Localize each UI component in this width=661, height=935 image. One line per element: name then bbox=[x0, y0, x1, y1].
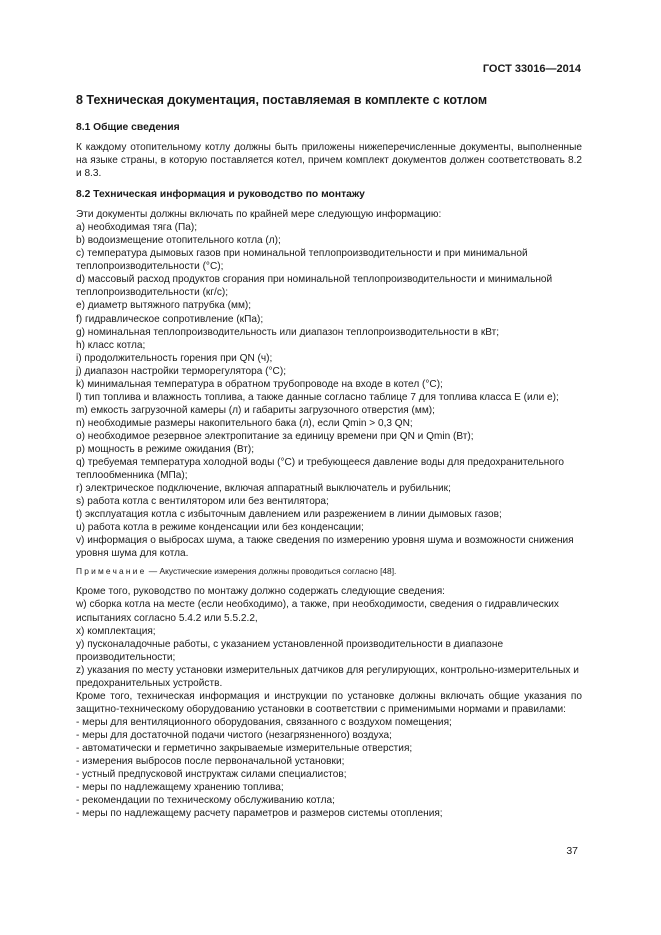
list-item: х) комплектация; bbox=[76, 625, 156, 637]
list-item: v) информация о выбросах шума, а также сведения по измерению уровня шума и возможности снижения уровня шума для котла. bbox=[76, 535, 574, 560]
list-item: е) диаметр вытяжного патрубка (мм); bbox=[76, 300, 252, 312]
list-item: l) тип топлива и влажность топлива, а также данные согласно таблице 7 для топлива класса Е (или е); bbox=[76, 391, 559, 403]
list-item: w) сборка котла на месте (если необходимо), а также, при необходимости, сведения о гидравлических испытаниях согласно 5.4.2 или 5.5.2.2, bbox=[76, 599, 559, 624]
list-item: b) водоизмещение отопительного котла (л); bbox=[76, 235, 281, 247]
list-item: r) электрическое подключение, включая аппаратный выключатель и рубильник; bbox=[76, 483, 451, 495]
list-item: - автоматически и герметично закрываемые измерительные отверстия; bbox=[76, 742, 413, 754]
info-list bbox=[76, 221, 582, 560]
list-item: - меры по надлежащему хранению топлива; bbox=[76, 782, 284, 794]
list-item: j) диапазон настройки терморегулятора (°С); bbox=[76, 365, 286, 377]
list-item: - рекомендации по техническому обслуживанию котла; bbox=[76, 795, 335, 807]
safety-list bbox=[76, 716, 582, 820]
list-item: у) пусконаладочные работы, с указанием установленной производительности в диапазоне производительности; bbox=[76, 638, 504, 663]
section-title: 8 Техническая документация, поставляемая в комплекте с котлом bbox=[76, 93, 488, 107]
note-label: Примечание bbox=[76, 566, 147, 577]
subsection-8-2-title: 8.2 Техническая информация и руководство по монтажу bbox=[76, 189, 365, 201]
general-text: Кроме того, техническая информация и инструкции по установке должны включать общие указания по защитно-техническому оборудованию установки в соответствии с применимыми нормами и правилами: bbox=[76, 690, 582, 715]
page-content bbox=[76, 92, 582, 820]
list-item: - меры для вентиляционного оборудования, связанного с воздухом помещения; bbox=[76, 716, 452, 728]
list-item: t) эксплуатация котла с избыточным давлением или разрежением в линии дымовых газов; bbox=[76, 509, 502, 521]
list-item: z) указания по месту установки измерительных датчиков для регулирующих, контрольно-измерительных и предохранительных устройств. bbox=[76, 664, 579, 689]
list-item: i) продолжительность горения при QN (ч); bbox=[76, 352, 273, 364]
list-item: s) работа котла с вентилятором или без вентилятора; bbox=[76, 496, 329, 508]
note bbox=[76, 565, 582, 577]
list-item: а) необходимая тяга (Па); bbox=[76, 222, 198, 234]
list-item: n) необходимые размеры накопительного бака (л), если Qmin > 0,3 QN; bbox=[76, 417, 413, 429]
note-text: — Акустические измерения должны проводиться согласно [48]. bbox=[146, 566, 397, 577]
subsection-8-1-text: К каждому отопительному котлу должны быть приложены нижеперечисленные документы, выполненные на языке страны, в которую поставляется котел, причем комплект документов должен соответствовать 8.2 и 8.3. bbox=[76, 142, 582, 180]
subsection-8-2-intro: Эти документы должны включать по крайней мере следующую информацию: bbox=[76, 209, 442, 221]
list-item: - устный предпусковой инструктаж силами специалистов; bbox=[76, 769, 347, 781]
list-item: р) мощность в режиме ожидания (Вт); bbox=[76, 443, 255, 455]
list-item: h) класс котла; bbox=[76, 339, 146, 351]
list-item: k) минимальная температура в обратном трубопроводе на входе в котел (°С); bbox=[76, 378, 443, 390]
standard-number: ГОСТ 33016—2014 bbox=[482, 63, 581, 75]
list-item: f) гидравлическое сопротивление (кПа); bbox=[76, 313, 264, 325]
list-item: u) работа котла в режиме конденсации или без конденсации; bbox=[76, 522, 364, 534]
installation-list bbox=[76, 598, 582, 689]
list-item: о) необходимое резервное электропитание за единицу времени при QN и Qmin (Вт); bbox=[76, 430, 474, 442]
list-item: - меры по надлежащему расчету параметров и размеров системы отопления; bbox=[76, 808, 443, 820]
list-item: - меры для достаточной подачи чистого (незагрязненного) воздуха; bbox=[76, 729, 392, 741]
list-item: q) требуемая температура холодной воды (°С) и требующееся давление воды для предохранительного теплообменника (МПа); bbox=[76, 457, 565, 482]
subsection-8-1-title: 8.1 Общие сведения bbox=[76, 122, 180, 133]
page-number: 37 bbox=[566, 845, 578, 857]
list-item: d) массовый расход продуктов сгорания при номинальной теплопроизводительности и минимальной теплопроизводительности (кг/с); bbox=[76, 274, 553, 299]
list-item: m) емкость загрузочной камеры (л) и габариты загрузочного отверстия (мм); bbox=[76, 404, 435, 416]
list-item: g) номинальная теплопроизводительность или диапазон теплопроизводительности в кВт; bbox=[76, 326, 500, 338]
installation-intro: Кроме того, руководство по монтажу должно содержать следующие сведения: bbox=[76, 586, 445, 598]
list-item: с) температура дымовых газов при номинальной теплопроизводительности и при минимальной теплопроизводительности (°С); bbox=[76, 248, 528, 273]
list-item: - измерения выбросов после первоначальной установки; bbox=[76, 756, 345, 768]
